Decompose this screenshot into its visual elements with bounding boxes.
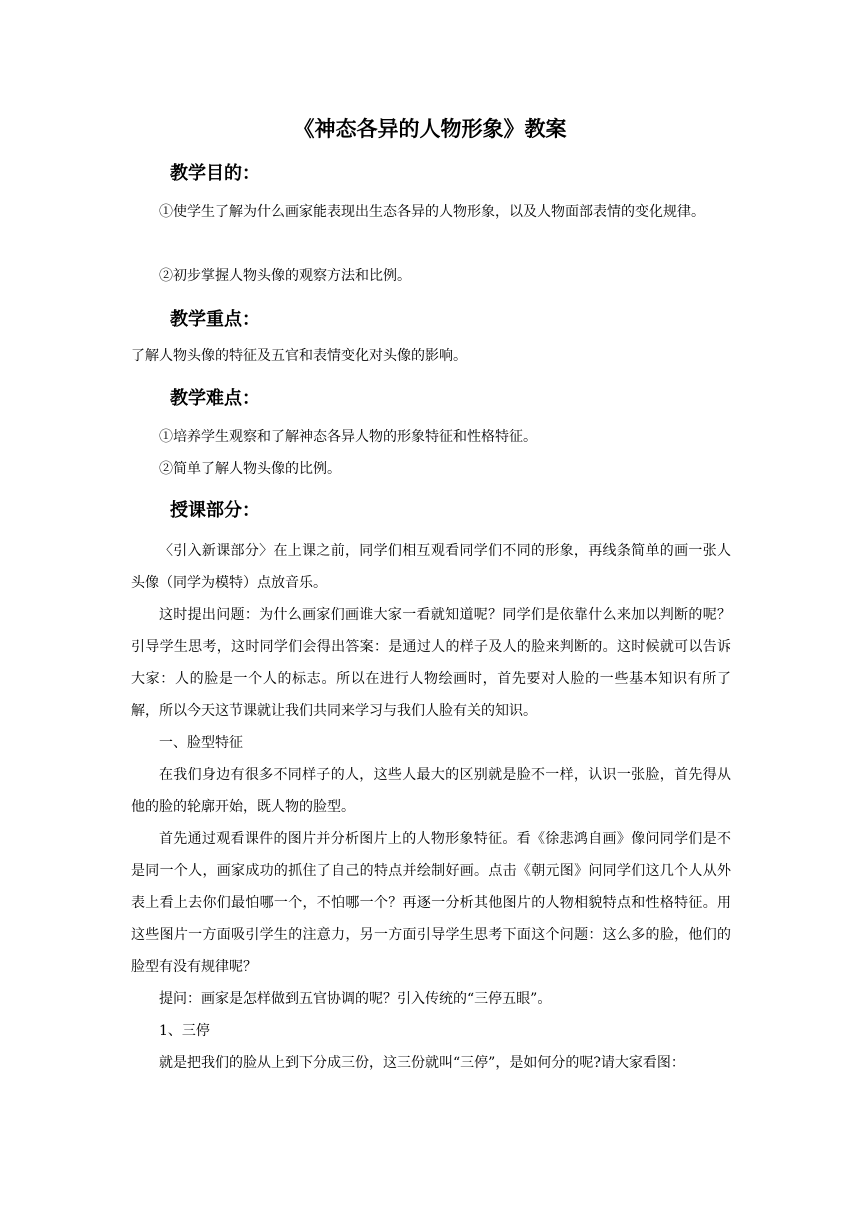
- paragraph-difficulty-1: ①培养学生观察和了解神态各异人物的形象特征和性格特征。: [159, 429, 537, 445]
- document-title: 《神态各异的人物形象》教案: [293, 116, 567, 141]
- paragraph-face-shape-heading: 一、脸型特征: [159, 735, 243, 751]
- heading-difficulties: 教学难点：: [170, 388, 260, 409]
- paragraph-key-point-1: 了解人物头像的特征及五官和表情变化对头像的影响。: [131, 348, 467, 364]
- paragraph-objective-1: ①使学生了解为什么画家能表现出生态各异的人物形象，以及人物面部表情的变化规律。: [159, 204, 705, 220]
- paragraph-objective-2: ②初步掌握人物头像的观察方法和比例。: [159, 268, 411, 284]
- heading-objectives: 教学目的：: [170, 163, 260, 184]
- paragraph-teaching-1: 〈引入新课部分〉在上课之前，同学们相互观看同学们不同的形象，再线条简单的画一张人头像（同学为模特）点放音乐。: [131, 543, 731, 591]
- paragraph-teaching-2: 这时提出问题：为什么画家们画谁大家一看就知道呢？同学们是依靠什么来加以判断的呢？引导学生思考，这时同学们会得出答案：是通过人的样子及人的脸来判断的。这时候就可以告诉大家：人的脸是一个人的标志。所以在进行人物绘画时，首先要对人脸的一些基本知识有所了解，所以今天这节课就让我们共同来学习与我们人脸有关的知识。: [131, 607, 731, 719]
- heading-key-points: 教学重点：: [170, 309, 260, 330]
- paragraph-teaching-8: 就是把我们的脸从上到下分成三份，这三份就叫“三停”，是如何分的呢?请大家看图：: [159, 1055, 685, 1071]
- paragraph-teaching-4: 在我们身边有很多不同样子的人，这些人最大的区别就是脸不一样，认识一张脸，首先得从他的脸的轮廓开始，既人物的脸型。: [131, 767, 731, 815]
- paragraph-teaching-5: 首先通过观看课件的图片并分析图片上的人物形象特征。看《徐悲鸿自画》像问同学们是不是同一个人，画家成功的抓住了自己的特点并绘制好画。点击《朝元图》问同学们这几个人从外表上看上去你们最怕哪一个，不怕哪一个？再逐一分析其他图片的人物相貌特点和性格特征。用这些图片一方面吸引学生的注意力，另一方面引导学生思考下面这个问题：这么多的脸，他们的脸型有没有规律呢？: [131, 831, 731, 975]
- paragraph-difficulty-2: ②简单了解人物头像的比例。: [159, 461, 341, 477]
- paragraph-three-courts-heading: 1、三停: [159, 1023, 210, 1039]
- heading-teaching: 授课部分：: [170, 500, 260, 521]
- paragraph-teaching-6: 提问：画家是怎样做到五官协调的呢？引入传统的“三停五眼”。: [159, 991, 552, 1007]
